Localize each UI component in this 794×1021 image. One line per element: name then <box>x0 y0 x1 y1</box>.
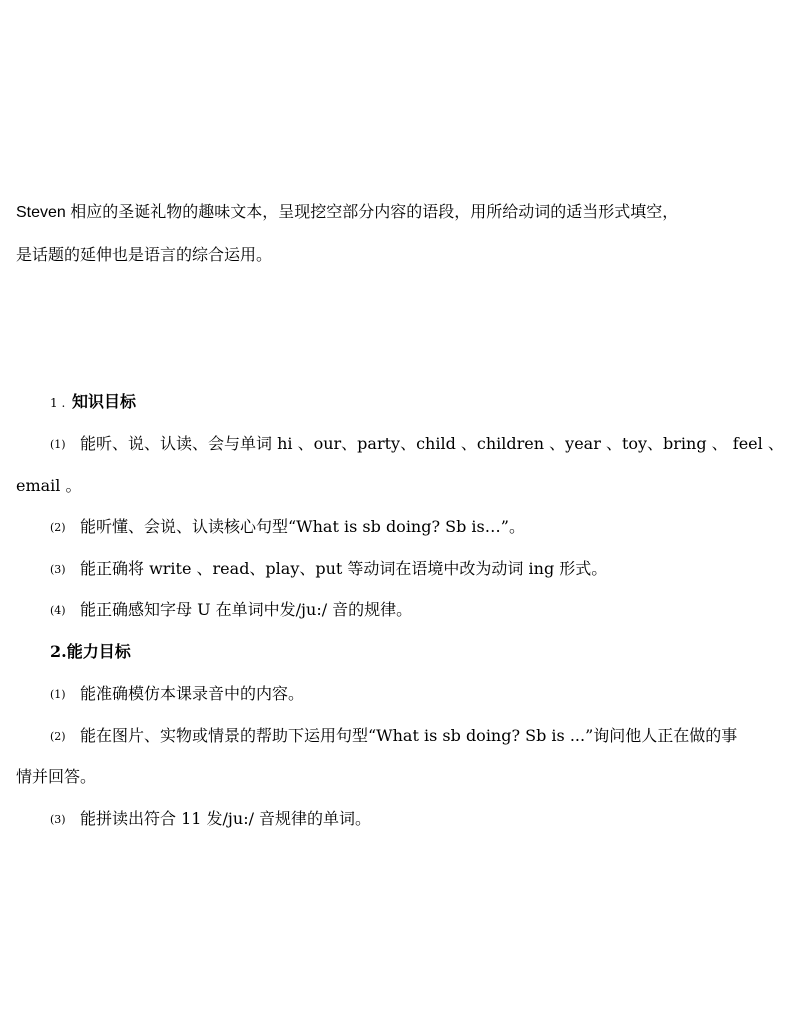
section-title: 知识目标 <box>72 392 137 411</box>
item-number: (1) <box>50 688 66 701</box>
item-text: 能在图片、实物或情景的帮助下运用句型“What is sb doing? Sb is ...”询问他人正在做的事 <box>80 726 738 745</box>
list-item <box>50 726 737 747</box>
list-item <box>50 559 607 580</box>
item-number: (4) <box>50 604 66 617</box>
list-item <box>50 600 412 621</box>
item-number: (2) <box>50 521 66 534</box>
item-text: 能准确模仿本课录音中的内容。 <box>80 684 305 703</box>
item-number: (3) <box>50 563 66 576</box>
item-number: (2) <box>50 730 66 743</box>
list-item <box>50 517 525 538</box>
list-item <box>50 684 304 705</box>
item-number: (1) <box>50 438 66 451</box>
list-item-continuation: 情并回答。 <box>16 767 97 786</box>
intro-line-2: 是话题的延伸也是语言的综合运用。 <box>16 245 273 264</box>
section-heading-knowledge <box>50 392 136 413</box>
section-heading-ability: 2.能力目标 <box>50 642 131 661</box>
section-number: 1 . <box>50 396 66 410</box>
item-text: 能拼读出符合 11 发/ju:/ 音规律的单词。 <box>80 809 372 828</box>
item-number: (3) <box>50 813 66 826</box>
item-text: 能正确将 write 、read、play、put 等动词在语境中改为动词 ing 形式。 <box>80 559 608 578</box>
item-text: 能听、说、认读、会与单词 hi 、our、party、child 、children 、year 、toy、bring 、 feel 、 <box>80 434 784 453</box>
list-item-continuation: email 。 <box>16 476 82 495</box>
intro-line-1: Steven 相应的圣诞礼物的趣味文本，呈现挖空部分内容的语段，用所给动词的适当形式填空， <box>16 204 679 221</box>
list-item <box>50 434 784 455</box>
item-text: 能正确感知字母 U 在单词中发/ju:/ 音的规律。 <box>80 600 413 619</box>
list-item <box>50 809 371 830</box>
item-text: 能听懂、会说、认读核心句型“What is sb doing? Sb is…”。 <box>80 517 525 536</box>
